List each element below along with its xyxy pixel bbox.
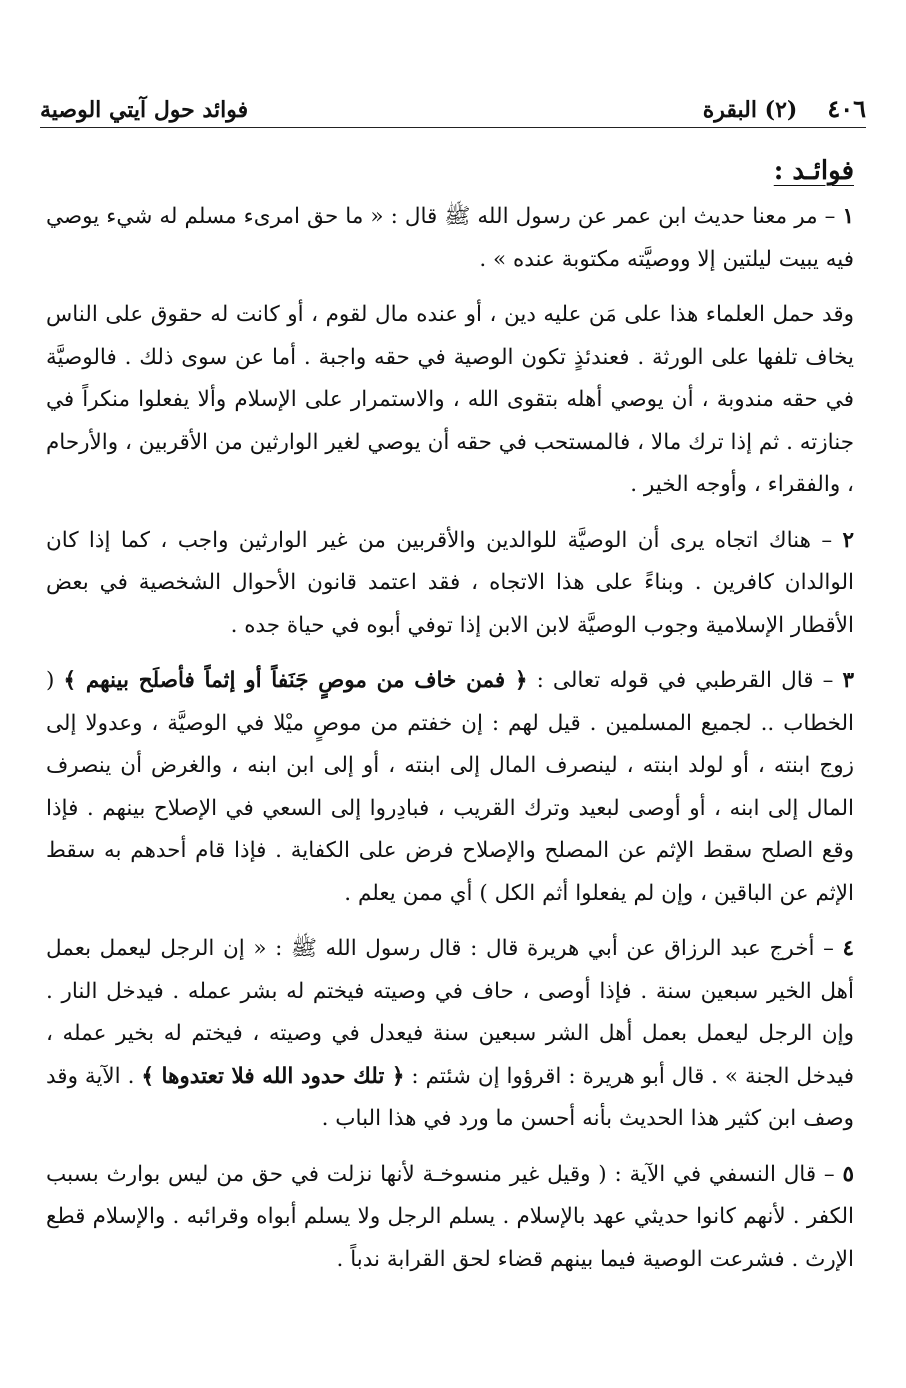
paragraph-text-before: – أخرج عبد الرزاق عن أبي هريرة قال : قال رسول الله ﷺ : « إن الرجل ليعمل بعمل أهل الخير سبعين سنة . فإذا أوصى ، حاف في وصيته فيختم له بشر عمله . فيدخل النار . وإن الرجل ليعمل بعمل أهل الشر سبعين سنة فيعدل في وصيته ، فيختم له بخير عمله ، فيدخل الجنة » . قال أبو هريرة : اقرؤوا إن شئتم : xyxy=(46,936,854,1089)
quran-quote: ﴿ تلك حدود الله فلا تعتدوها ﴾ xyxy=(141,1063,405,1089)
paragraph-text: – قال النسفي في الآية : ( وقيل غير منسوخـة لأنها نزلت في حق من ليس بوارث بسبب الكفر . لأنهم كانوا حديثي عهد بالإسلام . يسلم الرجل ولا يسلم أبواه وقرائبه . والإسلام قطع الإرث . فشرعت الوصية فيما بينهم قضاء لحق القرابة ندباً . xyxy=(46,1161,854,1272)
header-right-group xyxy=(703,94,866,123)
paragraph-2 xyxy=(46,520,854,648)
paragraph-text-after: . الآية وقد وصف ابن كثير هذا الحديث بأنه أحسن ما ورد في هذا الباب . xyxy=(46,1063,854,1131)
paragraph-text: – مر معنا حديث ابن عمر عن رسول الله ﷺ قال : « ما حق امرىء مسلم له شيء يوصي فيه يبيت ليلتين إلا ووصيَّته مكتوبة عنده » . xyxy=(46,204,854,272)
paragraph-4 xyxy=(46,928,854,1141)
paragraph-text: وقد حمل العلماء هذا على مَن عليه دين ، أو عنده مال لقوم ، أو كانت له حقوق على الناس يخاف تلفها على الورثة . فعندئذٍ تكون الوصية في حقه واجبة . أما عن سوى ذلك . فالوصيَّة في حقه مندوبة ، أن يوصي أهله بتقوى الله ، والاستمرار على الإسلام وألا يفعلوا منكراً في جنازته . ثم إذا ترك مالا ، فالمستحب في حقه أن يوصي لغير الوارثين من الأقربين ، والأرحام ، والفقراء ، وأوجه الخير . xyxy=(46,302,854,497)
section-title: فوائـد : xyxy=(773,156,854,186)
item-number: ٥ xyxy=(842,1161,854,1187)
item-number: ٢ xyxy=(842,527,854,553)
paragraph-5 xyxy=(46,1154,854,1282)
chapter-topic: فوائد حول آيتي الوصية xyxy=(40,97,249,123)
item-number: ٣ xyxy=(842,668,854,693)
paragraph-1 xyxy=(46,196,854,281)
page-body xyxy=(46,150,854,1294)
quran-quote: ﴿ فمن خاف من موصٍ جَنَفاً أو إثماً فأصلَح بينهم ﴾ xyxy=(63,668,528,693)
surah-label: (٢) البقرة xyxy=(702,97,798,123)
paragraph-1-commentary xyxy=(46,294,854,507)
item-number: ٤ xyxy=(842,936,854,961)
item-number: ١ xyxy=(842,204,854,229)
page-number: ٤٠٦ xyxy=(827,94,866,123)
paragraph-text: – هناك اتجاه يرى أن الوصيَّة للوالدين والأقربين من غير الوارثين واجب ، كما إذا كان الوالدان كافرين . وبناءً على هذا الاتجاه ، فقد اعتمد قانون الأحوال الشخصية في بعض الأقطار الإسلامية وجوب الوصيَّة لابن الابن إذا توفي أبوه في حياة جده . xyxy=(46,527,854,638)
running-header xyxy=(40,88,866,128)
paragraph-3 xyxy=(46,660,854,915)
paragraph-text-before: – قال القرطبي في قوله تعالى : xyxy=(527,668,843,693)
paragraph-text-after: ( الخطاب .. لجميع المسلمين . قيل لهم : إن خفتم من موصٍ ميْلا في الوصيَّة ، وعدولا إلى زوج ابنته ، أو لولد ابنته ، لينصرف المال إلى ابنته ، أو إلى ابن ابنه ، والغرض أن ينصرف المال إلى ابنه ، أو أوصى لبعيد وترك القريب ، فبادِروا إلى السعي في الإصلاح بينهم . فإذا وقع الصلح سقط الإثم عن المصلح والإصلاح فرض على الكفاية . فإذا قام أحدهم به سقط الإثم عن الباقين ، وإن لم يفعلوا أثم الكل ) أي ممن يعلم . xyxy=(46,668,854,906)
